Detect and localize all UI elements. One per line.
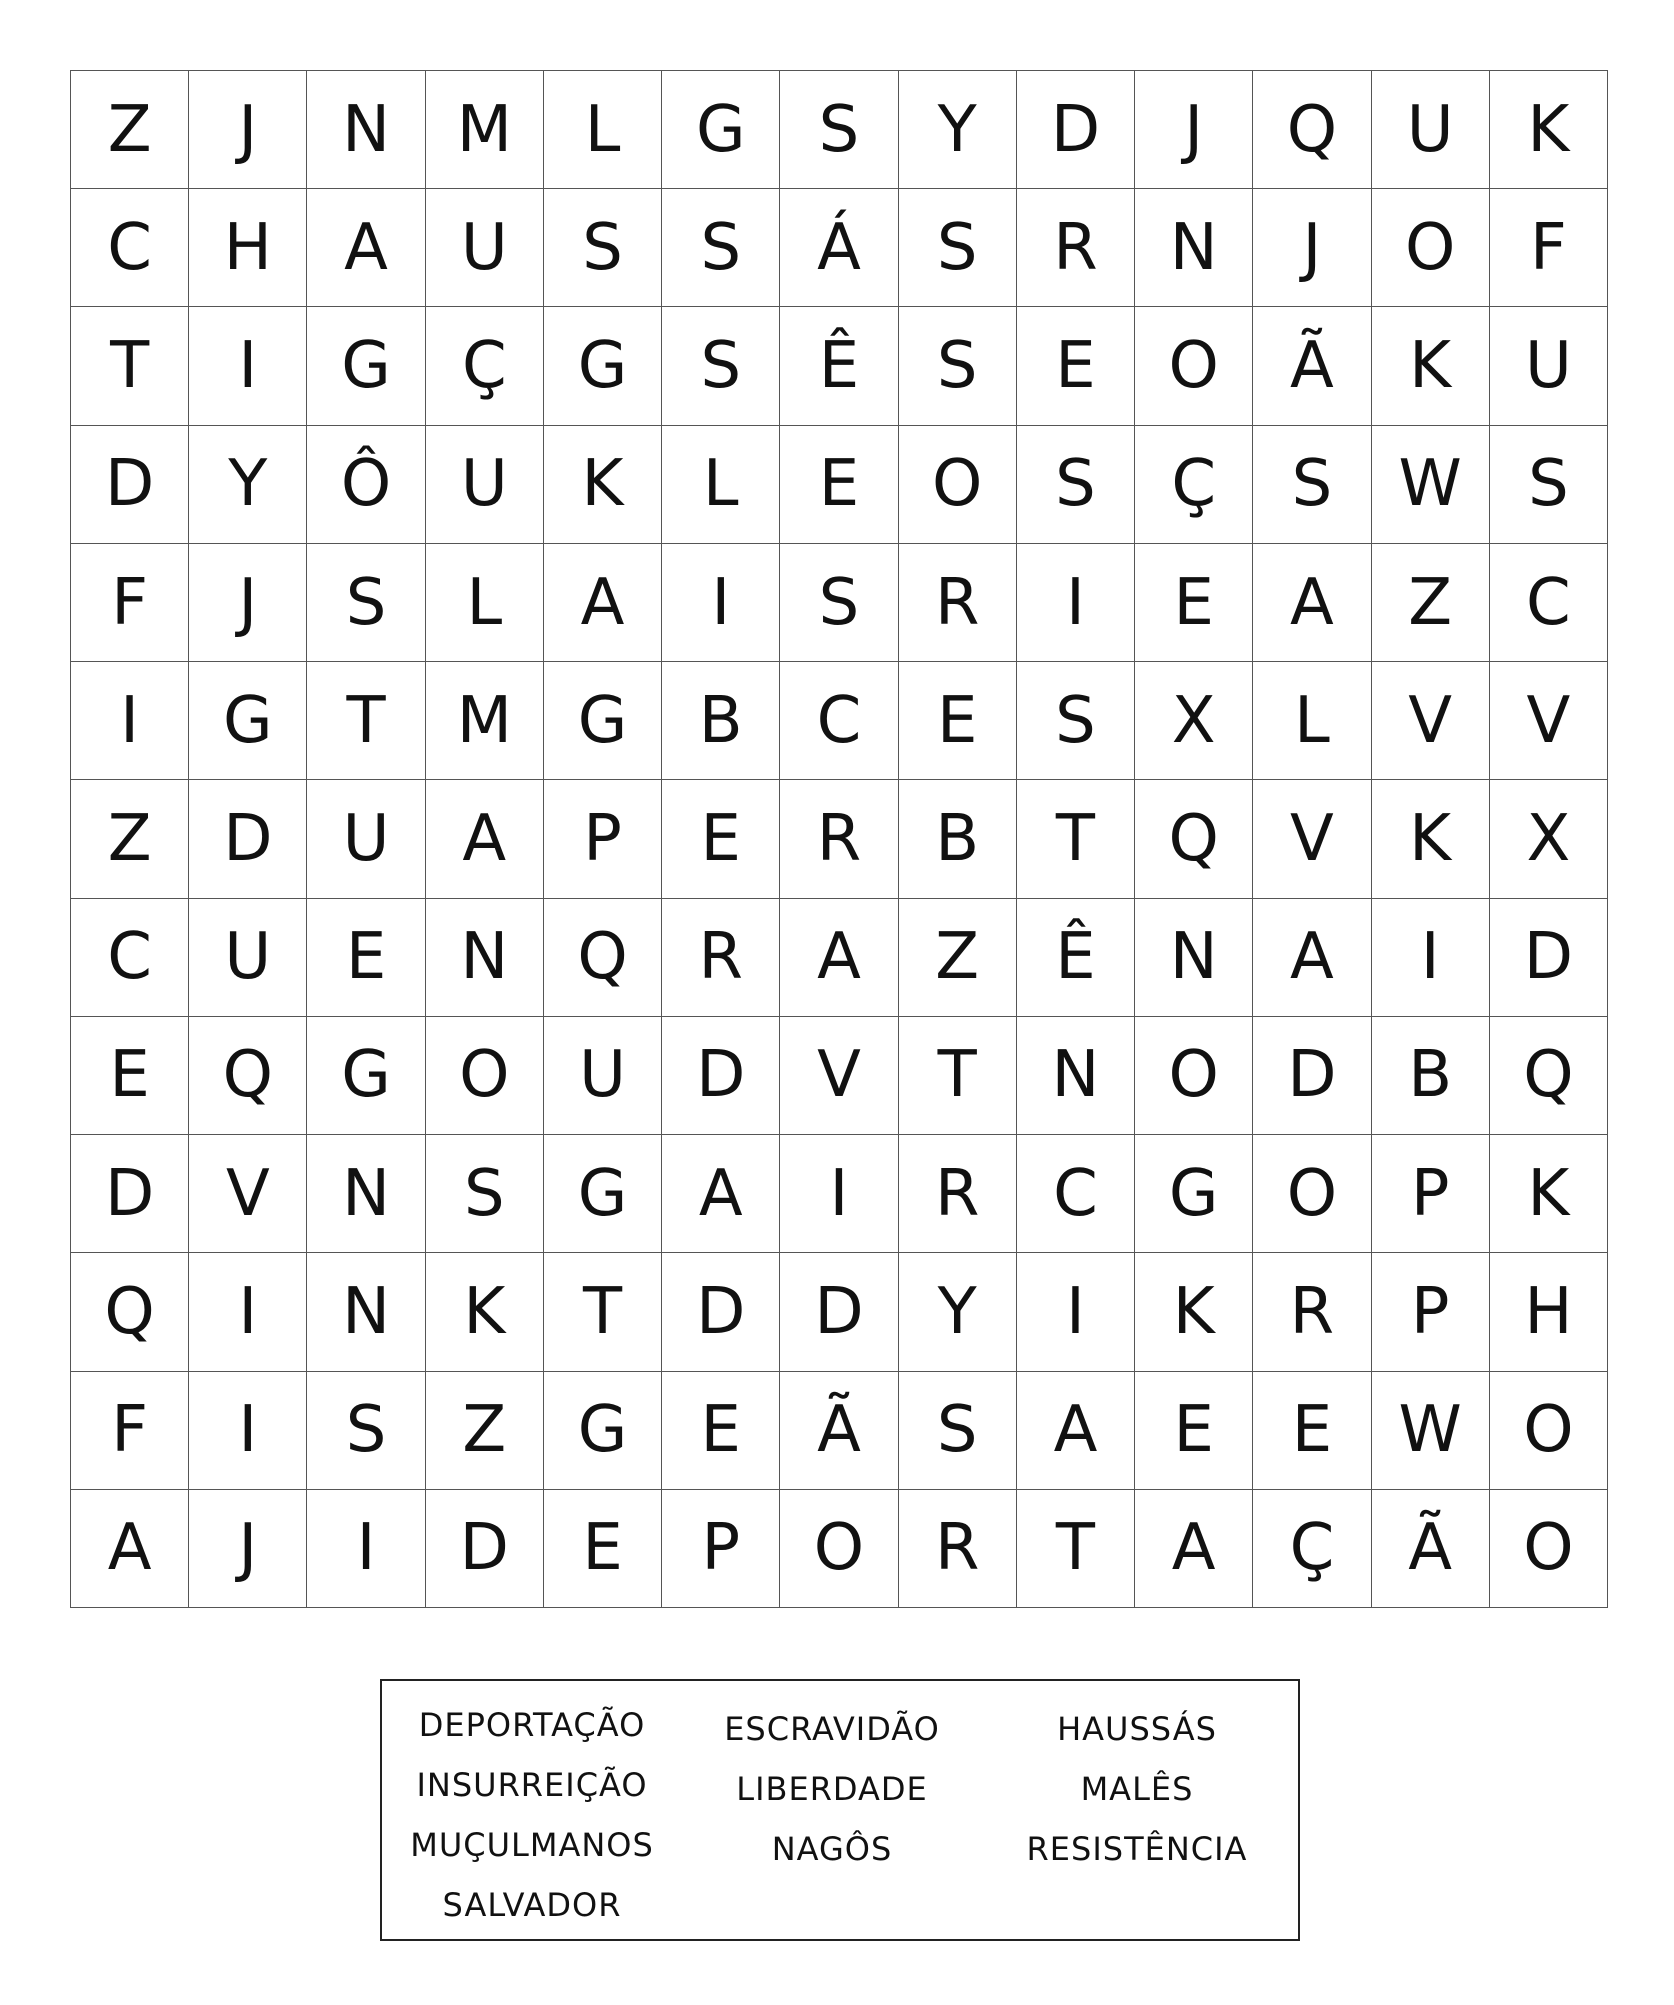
grid-cell[interactable]: J [1135,71,1253,189]
grid-cell[interactable]: J [189,1490,307,1608]
grid-cell[interactable]: A [1253,899,1371,1017]
grid-cell[interactable]: O [780,1490,898,1608]
grid-cell[interactable]: D [71,426,189,544]
grid-cell[interactable]: O [1253,1135,1371,1253]
grid-cell[interactable]: R [662,899,780,1017]
grid-cell[interactable]: Ã [1253,307,1371,425]
grid-cell[interactable]: S [426,1135,544,1253]
grid-cell[interactable]: I [307,1490,425,1608]
grid-cell[interactable]: Y [899,71,1017,189]
grid-cell[interactable]: E [1017,307,1135,425]
grid-cell[interactable]: V [189,1135,307,1253]
grid-cell[interactable]: E [307,899,425,1017]
grid-cell[interactable]: S [899,1372,1017,1490]
grid-cell[interactable]: E [662,1372,780,1490]
grid-cell[interactable]: U [426,426,544,544]
grid-cell[interactable]: K [426,1253,544,1371]
grid-cell[interactable]: V [1253,780,1371,898]
grid-cell[interactable]: A [544,544,662,662]
grid-cell[interactable]: P [544,780,662,898]
grid-cell[interactable]: J [189,544,307,662]
grid-cell[interactable]: G [662,71,780,189]
grid-cell[interactable]: L [1253,662,1371,780]
word-list-item: MUÇULMANOS [410,1826,654,1864]
grid-cell[interactable]: C [1017,1135,1135,1253]
grid-cell[interactable]: T [307,662,425,780]
grid-cell[interactable]: Q [189,1017,307,1135]
grid-cell[interactable]: O [1135,307,1253,425]
grid-cell[interactable]: K [1490,71,1608,189]
word-list-item: INSURREIÇÃO [416,1766,648,1804]
grid-cell[interactable]: I [1017,544,1135,662]
grid-cell[interactable]: N [307,71,425,189]
grid-cell[interactable]: Z [899,899,1017,1017]
grid-cell[interactable]: C [780,662,898,780]
grid-cell[interactable]: I [1372,899,1490,1017]
grid-cell[interactable]: Á [780,189,898,307]
grid-cell[interactable]: U [189,899,307,1017]
grid-cell[interactable]: O [426,1017,544,1135]
grid-cell[interactable]: Z [426,1372,544,1490]
grid-cell[interactable]: I [662,544,780,662]
grid-cell[interactable]: V [1490,662,1608,780]
grid-cell[interactable]: K [1135,1253,1253,1371]
grid-cell[interactable]: O [1490,1372,1608,1490]
grid-cell[interactable]: I [189,1372,307,1490]
grid-cell[interactable]: I [189,1253,307,1371]
grid-cell[interactable]: A [426,780,544,898]
grid-cell[interactable]: G [544,662,662,780]
grid-cell[interactable]: V [1372,662,1490,780]
grid-cell[interactable]: F [1490,189,1608,307]
grid-cell[interactable]: K [1490,1135,1608,1253]
grid-cell[interactable]: Ç [426,307,544,425]
grid-cell[interactable]: S [307,1372,425,1490]
word-list-item: HAUSSÁS [1057,1710,1217,1748]
grid-cell[interactable]: Ô [307,426,425,544]
grid-cell[interactable]: C [71,899,189,1017]
grid-cell[interactable]: O [1372,189,1490,307]
grid-cell[interactable]: Ê [780,307,898,425]
grid-cell[interactable]: E [544,1490,662,1608]
grid-cell[interactable]: U [426,189,544,307]
grid-cell[interactable]: S [1017,662,1135,780]
grid-cell[interactable]: C [1490,544,1608,662]
grid-cell[interactable]: H [1490,1253,1608,1371]
grid-cell[interactable]: Ç [1253,1490,1371,1608]
grid-cell[interactable]: A [780,899,898,1017]
grid-cell[interactable]: G [189,662,307,780]
word-search-grid [70,70,1608,1608]
grid-cell[interactable]: R [899,544,1017,662]
grid-cell[interactable]: X [1135,662,1253,780]
word-list-column-2 [682,1699,982,1879]
grid-cell[interactable]: E [1135,544,1253,662]
grid-cell[interactable]: V [780,1017,898,1135]
grid-cell[interactable]: D [662,1253,780,1371]
grid-cell[interactable]: Q [1253,71,1371,189]
grid-cell[interactable]: A [1253,544,1371,662]
grid-cell[interactable]: T [1017,780,1135,898]
grid-cell[interactable]: Ç [1135,426,1253,544]
word-list-item: LIBERDADE [736,1770,928,1808]
word-list-item: NAGÔS [771,1830,893,1868]
grid-cell[interactable]: T [1017,1490,1135,1608]
grid-cell[interactable]: S [780,71,898,189]
grid-cell[interactable]: W [1372,426,1490,544]
grid-cell[interactable]: E [780,426,898,544]
grid-cell[interactable]: K [1372,780,1490,898]
grid-cell[interactable]: E [71,1017,189,1135]
grid-cell[interactable]: P [662,1490,780,1608]
grid-cell[interactable]: N [1135,189,1253,307]
grid-cell[interactable]: D [662,1017,780,1135]
grid-cell[interactable]: R [899,1135,1017,1253]
grid-cell[interactable]: O [1135,1017,1253,1135]
grid-cell[interactable]: K [544,426,662,544]
grid-cell[interactable]: Ã [1372,1490,1490,1608]
grid-cell[interactable]: G [544,1135,662,1253]
grid-cell[interactable]: K [1372,307,1490,425]
grid-cell[interactable]: A [1017,1372,1135,1490]
grid-cell[interactable]: P [1372,1253,1490,1371]
grid-cell[interactable]: N [307,1135,425,1253]
grid-cell[interactable]: C [71,189,189,307]
word-list-item: MALÊS [1080,1770,1194,1808]
grid-cell[interactable]: S [899,189,1017,307]
grid-cell[interactable]: D [1490,899,1608,1017]
grid-cell[interactable]: Q [1135,780,1253,898]
grid-cell[interactable]: F [71,544,189,662]
grid-cell[interactable]: S [307,544,425,662]
word-list-box [380,1679,1300,1941]
grid-cell[interactable]: I [71,662,189,780]
grid-cell[interactable]: S [662,189,780,307]
word-list-item: SALVADOR [442,1886,622,1924]
grid-cell[interactable]: I [189,307,307,425]
grid-cell[interactable]: G [307,1017,425,1135]
grid-cell[interactable]: N [1017,1017,1135,1135]
grid-cell[interactable]: E [1253,1372,1371,1490]
grid-cell[interactable]: Y [189,426,307,544]
grid-cell[interactable]: I [780,1135,898,1253]
grid-cell[interactable]: M [426,662,544,780]
grid-cell[interactable]: Q [544,899,662,1017]
grid-cell[interactable]: D [426,1490,544,1608]
grid-cell[interactable]: R [780,780,898,898]
grid-cell[interactable]: Y [899,1253,1017,1371]
grid-cell[interactable]: U [1490,307,1608,425]
grid-cell[interactable]: U [307,780,425,898]
grid-cell[interactable]: G [544,1372,662,1490]
word-list-item: ESCRAVIDÃO [724,1710,940,1748]
grid-cell[interactable]: R [899,1490,1017,1608]
grid-cell[interactable]: T [71,307,189,425]
grid-cell[interactable]: O [899,426,1017,544]
grid-cell[interactable]: W [1372,1372,1490,1490]
word-list-item: RESISTÊNCIA [1026,1830,1248,1868]
grid-cell[interactable]: U [544,1017,662,1135]
grid-cell[interactable]: Z [71,780,189,898]
grid-cell[interactable]: S [899,307,1017,425]
grid-cell[interactable]: S [662,307,780,425]
grid-cell[interactable]: A [1135,1490,1253,1608]
grid-cell[interactable]: E [662,780,780,898]
grid-cell[interactable]: U [1372,71,1490,189]
grid-cell[interactable]: A [307,189,425,307]
grid-cell[interactable]: I [1017,1253,1135,1371]
grid-cell[interactable]: D [780,1253,898,1371]
grid-cell[interactable]: Q [1490,1017,1608,1135]
grid-cell[interactable]: S [780,544,898,662]
grid-cell[interactable]: T [544,1253,662,1371]
grid-cell[interactable]: N [307,1253,425,1371]
grid-cell[interactable]: M [426,71,544,189]
grid-cell[interactable]: J [189,71,307,189]
grid-cell[interactable]: J [1253,189,1371,307]
grid-cell[interactable]: D [189,780,307,898]
grid-cell[interactable]: Z [1372,544,1490,662]
grid-cell[interactable]: N [426,899,544,1017]
grid-cell[interactable]: Q [71,1253,189,1371]
grid-cell[interactable]: G [544,307,662,425]
grid-cell[interactable]: Ã [780,1372,898,1490]
grid-cell[interactable]: D [1253,1017,1371,1135]
grid-cell[interactable]: Z [71,71,189,189]
grid-cell[interactable]: N [1135,899,1253,1017]
grid-cell[interactable]: O [1490,1490,1608,1608]
grid-cell[interactable]: S [544,189,662,307]
grid-cell[interactable]: B [662,662,780,780]
grid-cell[interactable]: E [1135,1372,1253,1490]
grid-cell[interactable]: A [662,1135,780,1253]
grid-cell[interactable]: Ê [1017,899,1135,1017]
grid-cell[interactable]: S [1490,426,1608,544]
word-list-column-1 [382,1695,682,1935]
grid-cell[interactable]: F [71,1372,189,1490]
grid-cell[interactable]: R [1253,1253,1371,1371]
grid-cell[interactable]: A [71,1490,189,1608]
grid-cell[interactable]: D [71,1135,189,1253]
grid-cell[interactable]: G [307,307,425,425]
grid-cell[interactable]: T [899,1017,1017,1135]
grid-cell[interactable]: S [1253,426,1371,544]
grid-cell[interactable]: B [1372,1017,1490,1135]
grid-cell[interactable]: L [662,426,780,544]
grid-cell[interactable]: L [544,71,662,189]
grid-cell[interactable]: E [899,662,1017,780]
grid-cell[interactable]: X [1490,780,1608,898]
grid-cell[interactable]: R [1017,189,1135,307]
word-list-column-3 [987,1699,1287,1879]
grid-cell[interactable]: B [899,780,1017,898]
grid-cell[interactable]: P [1372,1135,1490,1253]
grid-cell[interactable]: L [426,544,544,662]
grid-cell[interactable]: H [189,189,307,307]
word-list-item: DEPORTAÇÃO [418,1706,646,1744]
grid-cell[interactable]: D [1017,71,1135,189]
grid-cell[interactable]: S [1017,426,1135,544]
grid-cell[interactable]: G [1135,1135,1253,1253]
